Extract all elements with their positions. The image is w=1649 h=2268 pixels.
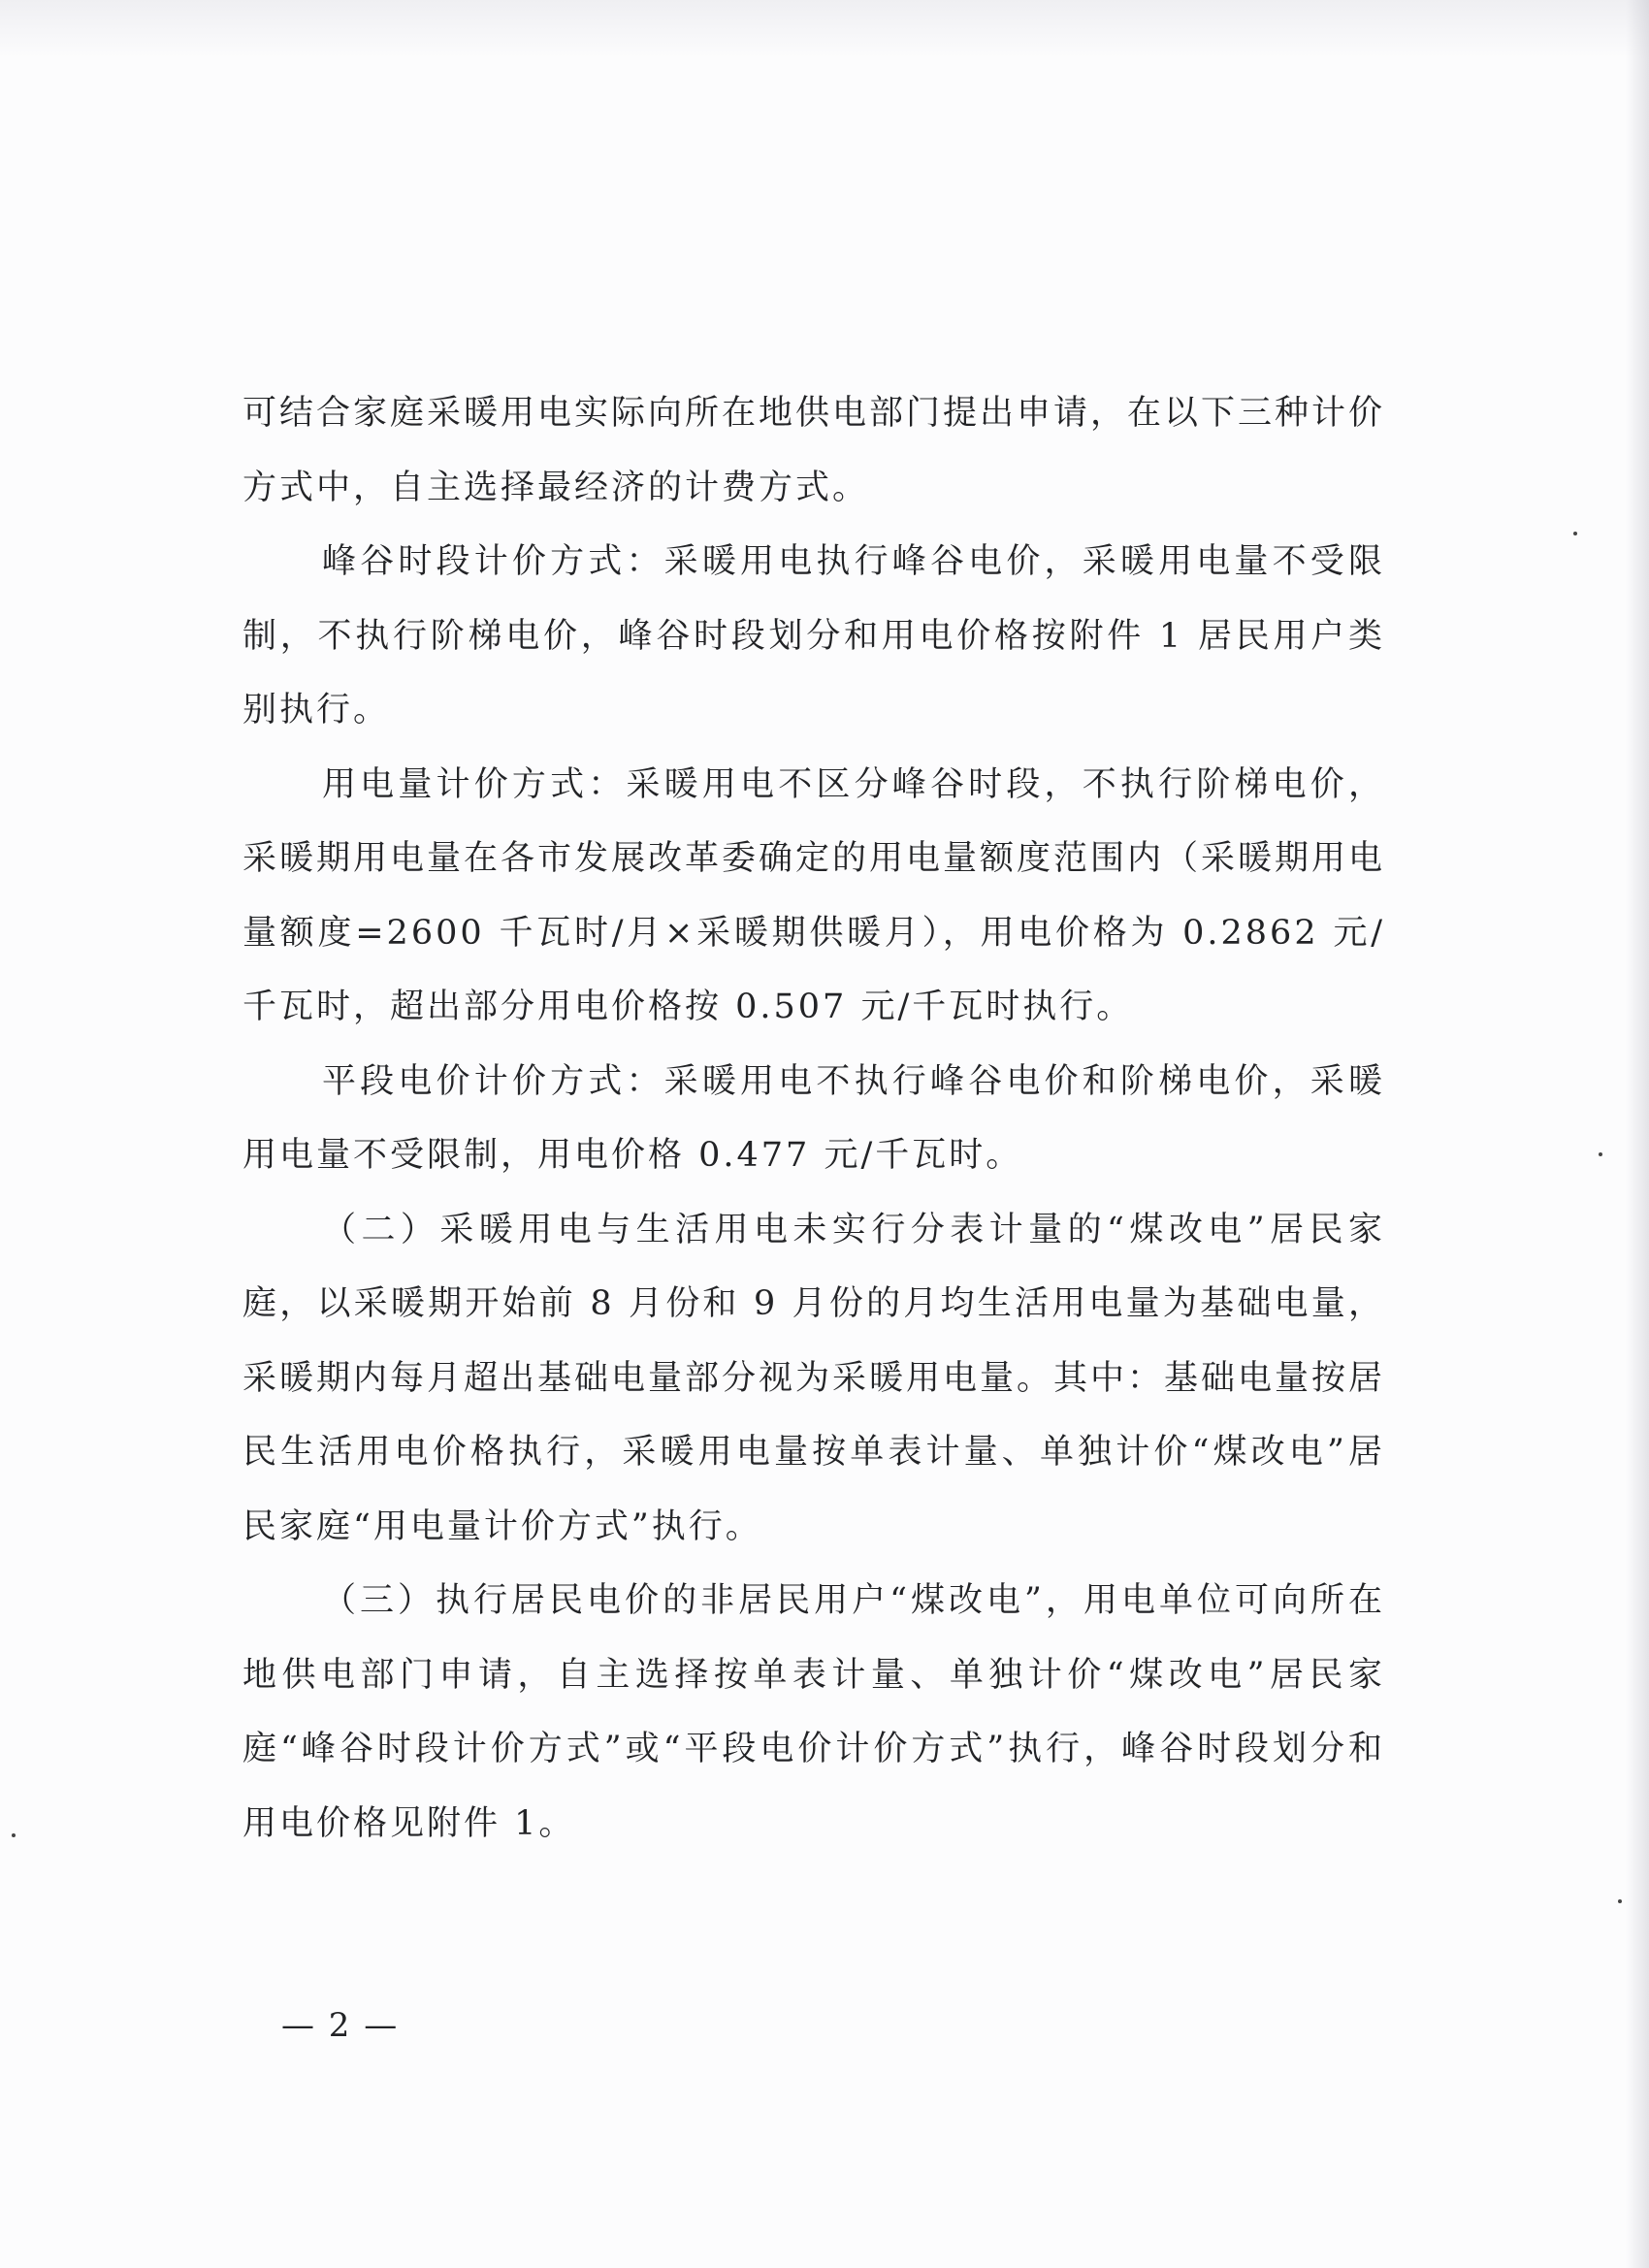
paragraph-flat-rate-pricing: 平段电价计价方式：采暖用电不执行峰谷电价和阶梯电价，采暖用电量不受限制，用电价格 0.477 元/千瓦时。 — [242, 1061, 1385, 1175]
paragraph-peak-valley-pricing: 峰谷时段计价方式：采暖用电执行峰谷电价，采暖用电量不受限制，不执行阶梯电价，峰谷时段划分和用电价格按附件 1 居民用户类别执行。 — [242, 542, 1385, 729]
scan-speck — [1573, 532, 1577, 535]
scan-speck — [1599, 1152, 1602, 1156]
document-body — [242, 376, 1385, 1861]
scan-shadow-right — [1626, 0, 1649, 2268]
paragraph-section-two: （二）采暖用电与生活用电未实行分表计量的“煤改电”居民家庭，以采暖期开始前 8 月份和 9 月份的月均生活用电量为基础电量，采暖期内每月超出基础电量部分视为采暖用电量。其中：基础电量按居民生活用电价格执行，采暖用电量按单表计量、单独计价“煤改电”居民家庭“用电量计价方式”执行。 — [242, 1210, 1386, 1546]
scan-shadow-top — [0, 0, 1649, 58]
page-number: — 2 — — [281, 2006, 400, 2045]
paragraph-consumption-pricing: 用电量计价方式：采暖用电不区分峰谷时段，不执行阶梯电价，采暖期用电量在各市发展改革委确定的用电量额度范围内（采暖期用电量额度=2600 千瓦时/月×采暖期供暖月），用电价格为 0.2862 元/千瓦时，超出部分用电价格按 0.507 元/千瓦时执行。 — [242, 764, 1386, 1026]
paragraph-section-three: （三）执行居民电价的非居民用户“煤改电”，用电单位可向所在地供电部门申请，自主选择按单表计量、单独计价“煤改电”居民家庭“峰谷时段计价方式”或“平段电价计价方式”执行，峰谷时段划分和用电价格见附件 1。 — [242, 1581, 1385, 1843]
paragraph-continuation: 可结合家庭采暖用电实际向所在地供电部门提出申请，在以下三种计价方式中，自主选择最经济的计费方式。 — [242, 394, 1386, 507]
scan-speck — [1618, 1899, 1622, 1903]
scan-speck — [12, 1833, 16, 1837]
